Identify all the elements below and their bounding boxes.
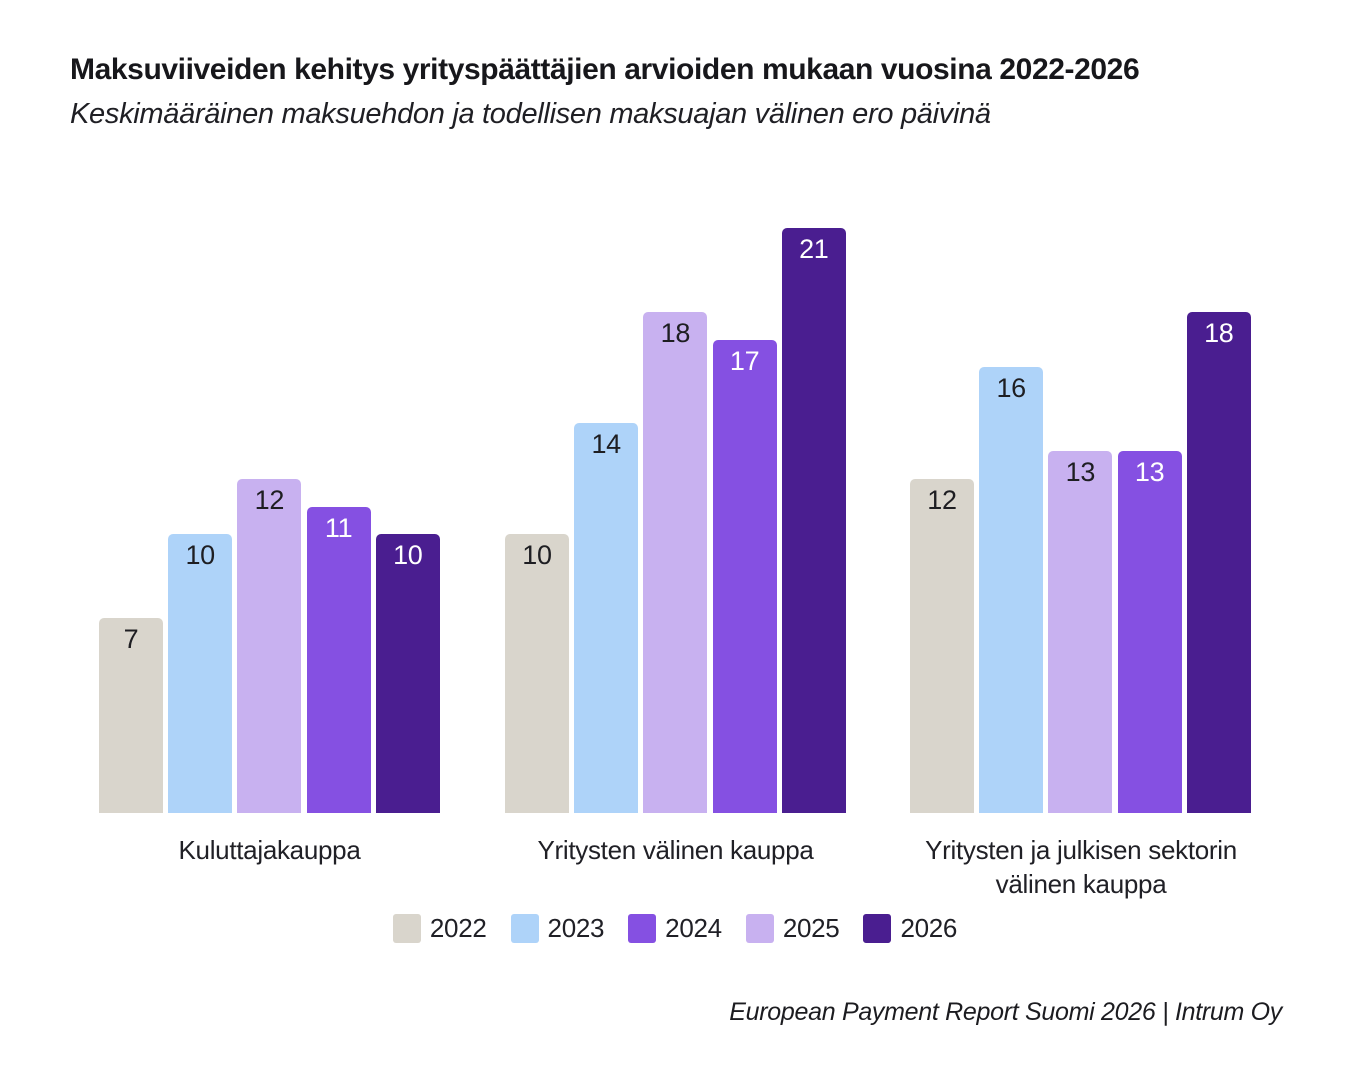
chart-subtitle: Keskimääräinen maksuehdon ja todellisen maksuajan välinen ero päivinä: [70, 98, 991, 130]
bar-2026-category-2: [782, 228, 846, 813]
bar-2022-category-1: [99, 618, 163, 813]
bar-2024-category-3: [1118, 451, 1182, 813]
bar-value-label: 17: [729, 346, 760, 376]
category-label-3: Yritysten ja julkisen sektorin välinen kauppa: [925, 835, 1237, 899]
legend-item-2023: [511, 913, 605, 944]
bar-value-label: 13: [1134, 457, 1165, 487]
legend-swatch-2022: [393, 914, 421, 943]
bar-2026-category-3: [1187, 312, 1251, 813]
bar-value-label: 16: [996, 373, 1026, 403]
legend-item-2025: [746, 913, 840, 944]
bar-value-label: 18: [1204, 318, 1234, 348]
bar-value-label: 21: [799, 234, 829, 264]
bar-2025-category-1: [237, 479, 301, 813]
legend-label-2022: 2022: [429, 913, 487, 943]
bar-value-label: 10: [185, 540, 215, 570]
bar-value-label: 11: [324, 513, 353, 543]
legend-label-2025: 2025: [782, 913, 840, 943]
bar-2026-category-1: [376, 534, 440, 813]
chart-title: Maksuviiveiden kehitys yrityspäättäjien arvioiden mukaan vuosina 2022-2026: [70, 53, 1140, 86]
legend-swatch-2023: [511, 914, 539, 943]
legend-label-2024: 2024: [665, 913, 722, 943]
bar-2022-category-3: [910, 479, 974, 813]
bar-value-label: 10: [393, 540, 423, 570]
legend-swatch-2025: [746, 914, 774, 943]
legend-item-2026: [863, 913, 957, 944]
legend-label-2023: 2023: [547, 913, 605, 943]
legend-swatch-2024: [628, 914, 656, 943]
bar-2025-category-3: [1048, 451, 1112, 813]
bar-2024-category-1: [307, 507, 371, 813]
bar-value-label: 12: [254, 485, 285, 515]
bar-2025-category-2: [643, 312, 707, 813]
bar-value-label: 12: [927, 485, 957, 515]
legend-label-2026: 2026: [900, 913, 958, 943]
bar-2023-category-2: [574, 423, 638, 813]
category-label-2: Yritysten välinen kauppa: [537, 835, 814, 865]
legend-item-2022: [393, 913, 487, 944]
legend-item-2024: [628, 913, 722, 944]
footer-source: European Payment Report Suomi 2026 | Intrum Oy: [729, 998, 1282, 1026]
bar-value-label: 18: [660, 318, 691, 348]
bar-2024-category-2: [713, 340, 777, 813]
bar-value-label: 14: [591, 429, 621, 459]
legend: [0, 913, 1350, 944]
bar-2022-category-2: [505, 534, 569, 813]
legend-swatch-2026: [863, 914, 891, 943]
bar-2023-category-1: [168, 534, 232, 813]
bar-value-label: 10: [522, 540, 552, 570]
bar-2023-category-3: [979, 367, 1043, 813]
category-label-1: Kuluttajakauppa: [178, 835, 361, 865]
bar-value-label: 7: [123, 624, 139, 654]
bar-value-label: 13: [1065, 457, 1096, 487]
